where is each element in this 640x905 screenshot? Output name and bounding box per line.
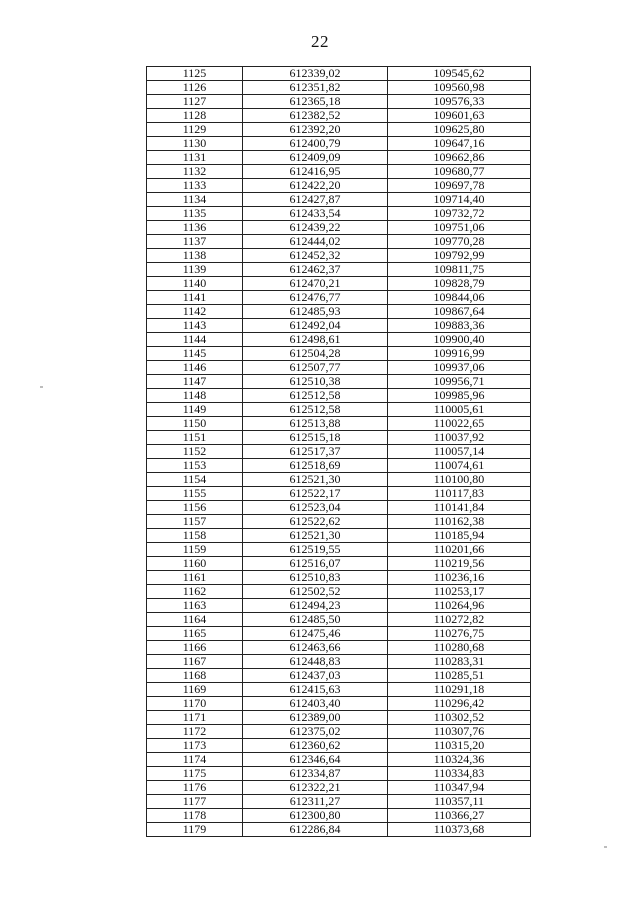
x-coordinate-cell: 612521,30 [243, 473, 388, 487]
x-coordinate-cell: 612512,58 [243, 403, 388, 417]
table-row [147, 221, 531, 235]
point-number-cell: 1128 [147, 109, 243, 123]
point-number-cell: 1166 [147, 641, 243, 655]
x-coordinate-cell: 612521,30 [243, 529, 388, 543]
point-number-cell: 1142 [147, 305, 243, 319]
y-coordinate-cell: 109625,80 [388, 123, 531, 137]
x-coordinate-cell: 612498,61 [243, 333, 388, 347]
point-number-cell: 1158 [147, 529, 243, 543]
point-number-cell: 1150 [147, 417, 243, 431]
table-row [147, 305, 531, 319]
point-number-cell: 1168 [147, 669, 243, 683]
point-number-cell: 1126 [147, 81, 243, 95]
y-coordinate-cell: 110117,83 [388, 487, 531, 501]
table-row [147, 193, 531, 207]
table-row [147, 235, 531, 249]
table-row [147, 529, 531, 543]
point-number-cell: 1175 [147, 767, 243, 781]
table-row [147, 711, 531, 725]
y-coordinate-cell: 109985,96 [388, 389, 531, 403]
x-coordinate-cell: 612519,55 [243, 543, 388, 557]
x-coordinate-cell: 612475,46 [243, 627, 388, 641]
x-coordinate-cell: 612510,38 [243, 375, 388, 389]
point-number-cell: 1131 [147, 151, 243, 165]
point-number-cell: 1178 [147, 809, 243, 823]
y-coordinate-cell: 110264,96 [388, 599, 531, 613]
y-coordinate-cell: 110366,27 [388, 809, 531, 823]
y-coordinate-cell: 110334,83 [388, 767, 531, 781]
point-number-cell: 1162 [147, 585, 243, 599]
x-coordinate-cell: 612346,64 [243, 753, 388, 767]
y-coordinate-cell: 109792,99 [388, 249, 531, 263]
x-coordinate-cell: 612437,03 [243, 669, 388, 683]
y-coordinate-cell: 109916,99 [388, 347, 531, 361]
table-row [147, 725, 531, 739]
x-coordinate-cell: 612476,77 [243, 291, 388, 305]
y-coordinate-cell: 110357,11 [388, 795, 531, 809]
y-coordinate-cell: 109956,71 [388, 375, 531, 389]
y-coordinate-cell: 110285,51 [388, 669, 531, 683]
table-row [147, 347, 531, 361]
table-row [147, 263, 531, 277]
x-coordinate-cell: 612365,18 [243, 95, 388, 109]
table-row [147, 431, 531, 445]
x-coordinate-cell: 612360,62 [243, 739, 388, 753]
point-number-cell: 1147 [147, 375, 243, 389]
x-coordinate-cell: 612516,07 [243, 557, 388, 571]
x-coordinate-cell: 612422,20 [243, 179, 388, 193]
y-coordinate-cell: 109937,06 [388, 361, 531, 375]
point-number-cell: 1148 [147, 389, 243, 403]
point-number-cell: 1176 [147, 781, 243, 795]
table-row [147, 179, 531, 193]
point-number-cell: 1153 [147, 459, 243, 473]
y-coordinate-cell: 109714,40 [388, 193, 531, 207]
x-coordinate-cell: 612409,09 [243, 151, 388, 165]
x-coordinate-cell: 612513,88 [243, 417, 388, 431]
y-coordinate-cell: 110141,84 [388, 501, 531, 515]
table-row [147, 515, 531, 529]
point-number-cell: 1134 [147, 193, 243, 207]
point-number-cell: 1133 [147, 179, 243, 193]
x-coordinate-cell: 612322,21 [243, 781, 388, 795]
x-coordinate-cell: 612382,52 [243, 109, 388, 123]
y-coordinate-cell: 110185,94 [388, 529, 531, 543]
y-coordinate-cell: 110302,52 [388, 711, 531, 725]
table-row [147, 361, 531, 375]
table-row [147, 683, 531, 697]
y-coordinate-cell: 110283,31 [388, 655, 531, 669]
y-coordinate-cell: 110005,61 [388, 403, 531, 417]
table-row [147, 823, 531, 837]
table-row [147, 669, 531, 683]
y-coordinate-cell: 110324,36 [388, 753, 531, 767]
table-row [147, 641, 531, 655]
point-number-cell: 1155 [147, 487, 243, 501]
y-coordinate-cell: 109662,86 [388, 151, 531, 165]
table-row [147, 473, 531, 487]
y-coordinate-cell: 109900,40 [388, 333, 531, 347]
table-row [147, 277, 531, 291]
table-row [147, 739, 531, 753]
point-number-cell: 1139 [147, 263, 243, 277]
x-coordinate-cell: 612494,23 [243, 599, 388, 613]
point-number-cell: 1163 [147, 599, 243, 613]
y-coordinate-cell: 109867,64 [388, 305, 531, 319]
table-row [147, 501, 531, 515]
point-number-cell: 1160 [147, 557, 243, 571]
y-coordinate-cell: 110162,38 [388, 515, 531, 529]
point-number-cell: 1125 [147, 67, 243, 81]
point-number-cell: 1135 [147, 207, 243, 221]
point-number-cell: 1164 [147, 613, 243, 627]
y-coordinate-cell: 110291,18 [388, 683, 531, 697]
table-row [147, 697, 531, 711]
x-coordinate-cell: 612286,84 [243, 823, 388, 837]
table-row [147, 543, 531, 557]
point-number-cell: 1137 [147, 235, 243, 249]
y-coordinate-cell: 109844,06 [388, 291, 531, 305]
point-number-cell: 1170 [147, 697, 243, 711]
table-row [147, 767, 531, 781]
x-coordinate-cell: 612433,54 [243, 207, 388, 221]
y-coordinate-cell: 110296,42 [388, 697, 531, 711]
table-row [147, 753, 531, 767]
table-row [147, 333, 531, 347]
y-coordinate-cell: 110219,56 [388, 557, 531, 571]
x-coordinate-cell: 612512,58 [243, 389, 388, 403]
point-number-cell: 1141 [147, 291, 243, 305]
y-coordinate-cell: 109560,98 [388, 81, 531, 95]
x-coordinate-cell: 612339,02 [243, 67, 388, 81]
table-row [147, 389, 531, 403]
point-number-cell: 1165 [147, 627, 243, 641]
y-coordinate-cell: 110253,17 [388, 585, 531, 599]
y-coordinate-cell: 109828,79 [388, 277, 531, 291]
y-coordinate-cell: 110100,80 [388, 473, 531, 487]
x-coordinate-cell: 612415,63 [243, 683, 388, 697]
table-row [147, 67, 531, 81]
y-coordinate-cell: 109770,28 [388, 235, 531, 249]
point-number-cell: 1132 [147, 165, 243, 179]
x-coordinate-cell: 612518,69 [243, 459, 388, 473]
x-coordinate-cell: 612502,52 [243, 585, 388, 599]
y-coordinate-cell: 109732,72 [388, 207, 531, 221]
table-row [147, 375, 531, 389]
x-coordinate-cell: 612470,21 [243, 277, 388, 291]
y-coordinate-cell: 109647,16 [388, 137, 531, 151]
point-number-cell: 1154 [147, 473, 243, 487]
table-row [147, 249, 531, 263]
table-row [147, 571, 531, 585]
table-row [147, 585, 531, 599]
x-coordinate-cell: 612522,17 [243, 487, 388, 501]
table-row [147, 809, 531, 823]
x-coordinate-cell: 612400,79 [243, 137, 388, 151]
x-coordinate-cell: 612300,80 [243, 809, 388, 823]
point-number-cell: 1169 [147, 683, 243, 697]
y-coordinate-cell: 110057,14 [388, 445, 531, 459]
point-number-cell: 1174 [147, 753, 243, 767]
point-number-cell: 1149 [147, 403, 243, 417]
x-coordinate-cell: 612389,00 [243, 711, 388, 725]
x-coordinate-cell: 612517,37 [243, 445, 388, 459]
y-coordinate-cell: 110276,75 [388, 627, 531, 641]
point-number-cell: 1138 [147, 249, 243, 263]
x-coordinate-cell: 612439,22 [243, 221, 388, 235]
y-coordinate-cell: 110373,68 [388, 823, 531, 837]
point-number-cell: 1130 [147, 137, 243, 151]
table-row [147, 81, 531, 95]
y-coordinate-cell: 110201,66 [388, 543, 531, 557]
table-row [147, 319, 531, 333]
table-row [147, 165, 531, 179]
x-coordinate-cell: 612492,04 [243, 319, 388, 333]
point-number-cell: 1136 [147, 221, 243, 235]
x-coordinate-cell: 612448,83 [243, 655, 388, 669]
y-coordinate-cell: 109576,33 [388, 95, 531, 109]
x-coordinate-cell: 612444,02 [243, 235, 388, 249]
table-row [147, 123, 531, 137]
point-number-cell: 1171 [147, 711, 243, 725]
y-coordinate-cell: 109601,63 [388, 109, 531, 123]
y-coordinate-cell: 110037,92 [388, 431, 531, 445]
point-number-cell: 1151 [147, 431, 243, 445]
point-number-cell: 1173 [147, 739, 243, 753]
y-coordinate-cell: 110280,68 [388, 641, 531, 655]
x-coordinate-cell: 612485,93 [243, 305, 388, 319]
point-number-cell: 1159 [147, 543, 243, 557]
table-row [147, 417, 531, 431]
x-coordinate-cell: 612507,77 [243, 361, 388, 375]
table-row [147, 599, 531, 613]
point-number-cell: 1161 [147, 571, 243, 585]
table-row [147, 109, 531, 123]
x-coordinate-cell: 612504,28 [243, 347, 388, 361]
table-row [147, 795, 531, 809]
point-number-cell: 1129 [147, 123, 243, 137]
y-coordinate-cell: 110022,65 [388, 417, 531, 431]
x-coordinate-cell: 612510,83 [243, 571, 388, 585]
x-coordinate-cell: 612375,02 [243, 725, 388, 739]
table-row [147, 627, 531, 641]
x-coordinate-cell: 612427,87 [243, 193, 388, 207]
point-number-cell: 1152 [147, 445, 243, 459]
table-row [147, 487, 531, 501]
y-coordinate-cell: 110236,16 [388, 571, 531, 585]
point-number-cell: 1144 [147, 333, 243, 347]
table-row [147, 137, 531, 151]
point-number-cell: 1157 [147, 515, 243, 529]
y-coordinate-cell: 110074,61 [388, 459, 531, 473]
point-number-cell: 1143 [147, 319, 243, 333]
table-row [147, 207, 531, 221]
point-number-cell: 1167 [147, 655, 243, 669]
table-row [147, 557, 531, 571]
point-number-cell: 1140 [147, 277, 243, 291]
y-coordinate-cell: 109697,78 [388, 179, 531, 193]
y-coordinate-cell: 109751,06 [388, 221, 531, 235]
y-coordinate-cell: 109680,77 [388, 165, 531, 179]
x-coordinate-cell: 612392,20 [243, 123, 388, 137]
page-number: 22 [311, 32, 329, 51]
y-coordinate-cell: 110315,20 [388, 739, 531, 753]
table-row [147, 291, 531, 305]
table-row [147, 403, 531, 417]
x-coordinate-cell: 612522,62 [243, 515, 388, 529]
x-coordinate-cell: 612416,95 [243, 165, 388, 179]
coordinates-table [146, 66, 531, 837]
point-number-cell: 1177 [147, 795, 243, 809]
point-number-cell: 1127 [147, 95, 243, 109]
table-row [147, 613, 531, 627]
point-number-cell: 1179 [147, 823, 243, 837]
coordinates-table-body [147, 67, 531, 837]
table-row [147, 459, 531, 473]
x-coordinate-cell: 612523,04 [243, 501, 388, 515]
point-number-cell: 1145 [147, 347, 243, 361]
x-coordinate-cell: 612334,87 [243, 767, 388, 781]
x-coordinate-cell: 612351,82 [243, 81, 388, 95]
x-coordinate-cell: 612463,66 [243, 641, 388, 655]
y-coordinate-cell: 110307,76 [388, 725, 531, 739]
y-coordinate-cell: 110347,94 [388, 781, 531, 795]
x-coordinate-cell: 612452,32 [243, 249, 388, 263]
point-number-cell: 1156 [147, 501, 243, 515]
point-number-cell: 1146 [147, 361, 243, 375]
x-coordinate-cell: 612403,40 [243, 697, 388, 711]
x-coordinate-cell: 612462,37 [243, 263, 388, 277]
x-coordinate-cell: 612485,50 [243, 613, 388, 627]
scan-artifact-left [40, 386, 43, 388]
x-coordinate-cell: 612515,18 [243, 431, 388, 445]
y-coordinate-cell: 109811,75 [388, 263, 531, 277]
point-number-cell: 1172 [147, 725, 243, 739]
table-row [147, 655, 531, 669]
table-row [147, 445, 531, 459]
x-coordinate-cell: 612311,27 [243, 795, 388, 809]
table-row [147, 781, 531, 795]
y-coordinate-cell: 109883,36 [388, 319, 531, 333]
y-coordinate-cell: 110272,82 [388, 613, 531, 627]
y-coordinate-cell: 109545,62 [388, 67, 531, 81]
scan-artifact-right [604, 846, 607, 848]
table-row [147, 151, 531, 165]
table-row [147, 95, 531, 109]
